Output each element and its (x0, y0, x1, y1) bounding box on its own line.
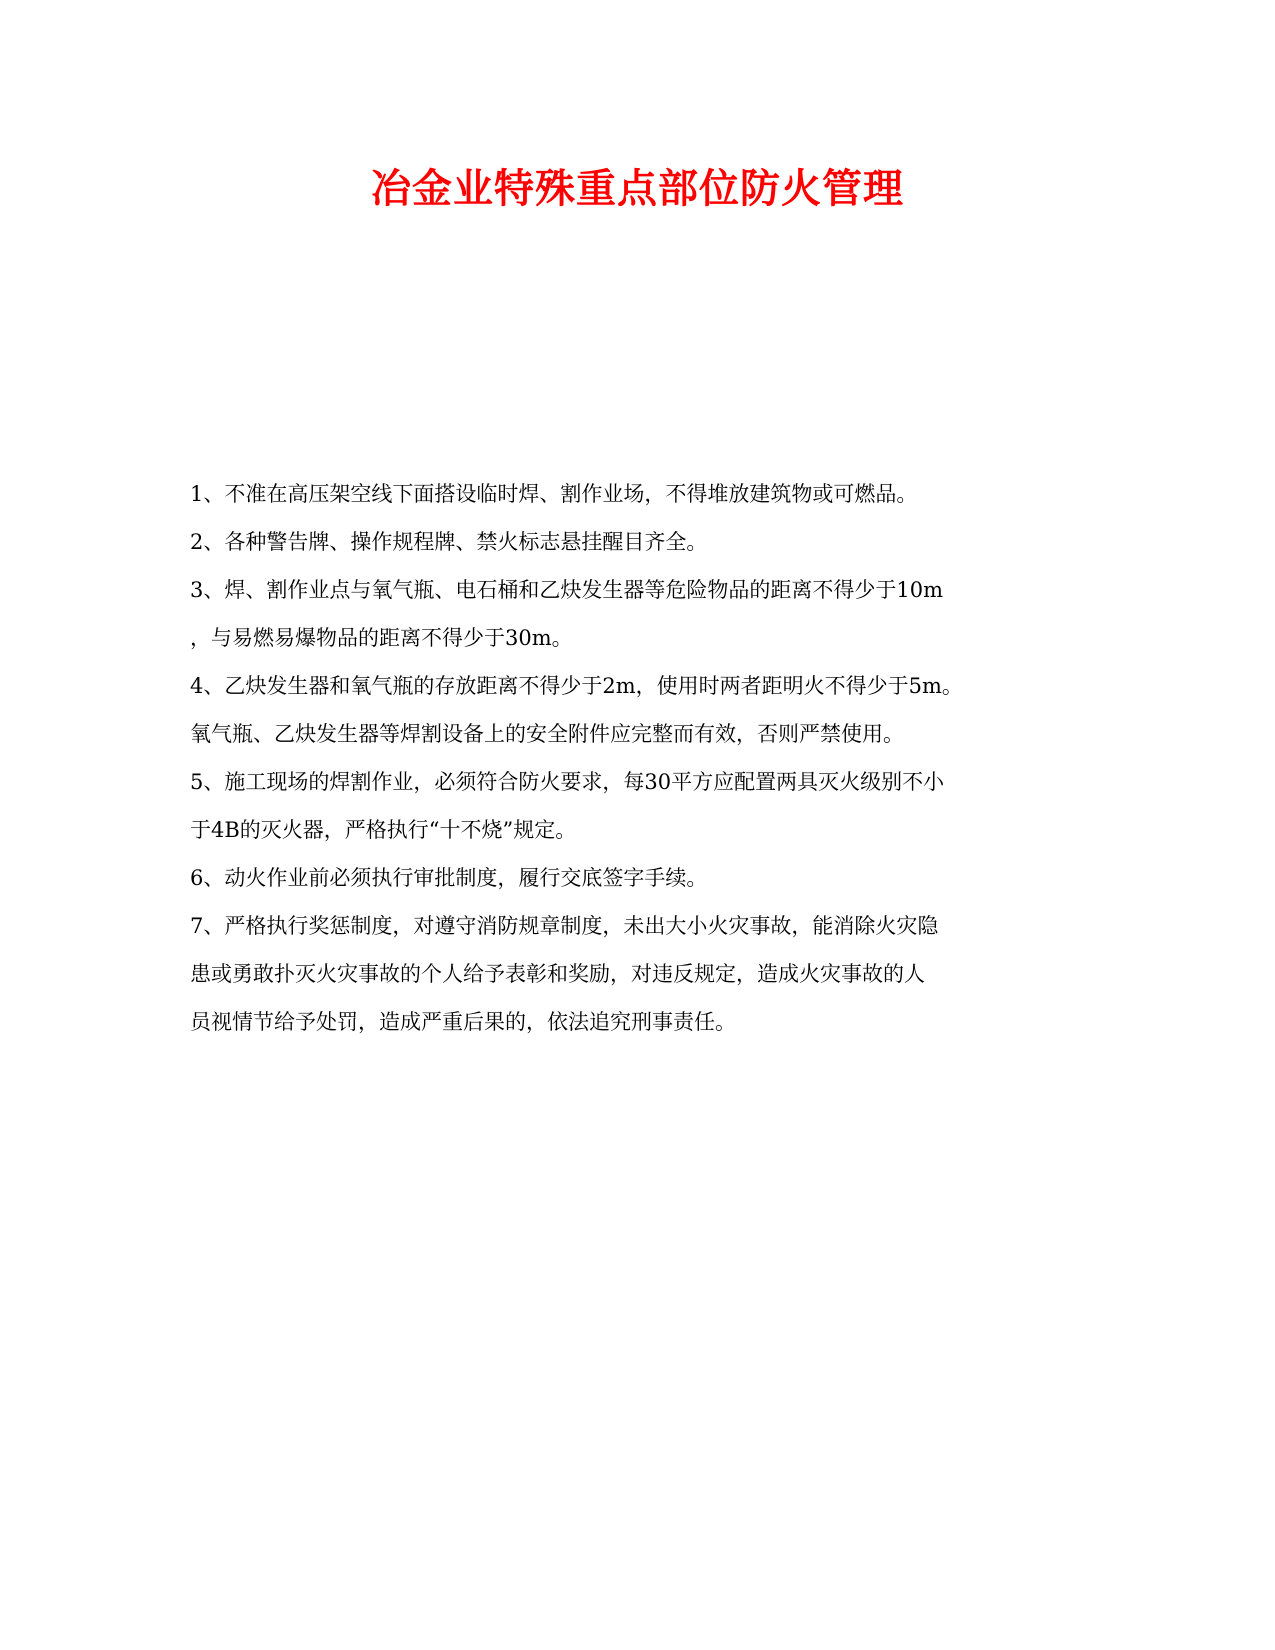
body-line: 员视情节给予处罚，造成严重后果的，依法追究刑事责任。 (190, 1010, 736, 1034)
body-line: 1、不准在高压架空线下面搭设临时焊、割作业场，不得堆放建筑物或可燃品。 (190, 482, 918, 506)
body-line: 于4B的灭火器，严格执行“十不烧”规定。 (190, 818, 577, 842)
body-line: 4、乙炔发生器和氧气瓶的存放距离不得少于2m，使用时两者距明火不得少于5m。 (190, 674, 963, 698)
body-line: 3、焊、割作业点与氧气瓶、电石桶和乙炔发生器等危险物品的距离不得少于10m (190, 578, 943, 602)
body-line: ，与易燃易爆物品的距离不得少于30m。 (190, 626, 573, 650)
document-body (190, 470, 1080, 1046)
body-line: 7、严格执行奖惩制度，对遵守消防规章制度，未出大小火灾事故，能消除火灾隐 (190, 914, 939, 938)
body-line: 氧气瓶、乙炔发生器等焊割设备上的安全附件应完整而有效，否则严禁使用。 (190, 722, 904, 746)
body-line: 患或勇敢扑灭火灾事故的个人给予表彰和奖励，对违反规定，造成火灾事故的人 (190, 962, 925, 986)
body-line: 6、动火作业前必须执行审批制度，履行交底签字手续。 (190, 866, 708, 890)
page-title: 冶金业特殊重点部位防火管理 (371, 165, 904, 212)
body-line: 5、施工现场的焊割作业，必须符合防火要求，每30平方应配置两具灭火级别不小 (190, 770, 945, 794)
body-line: 2、各种警告牌、操作规程牌、禁火标志悬挂醒目齐全。 (190, 530, 708, 554)
